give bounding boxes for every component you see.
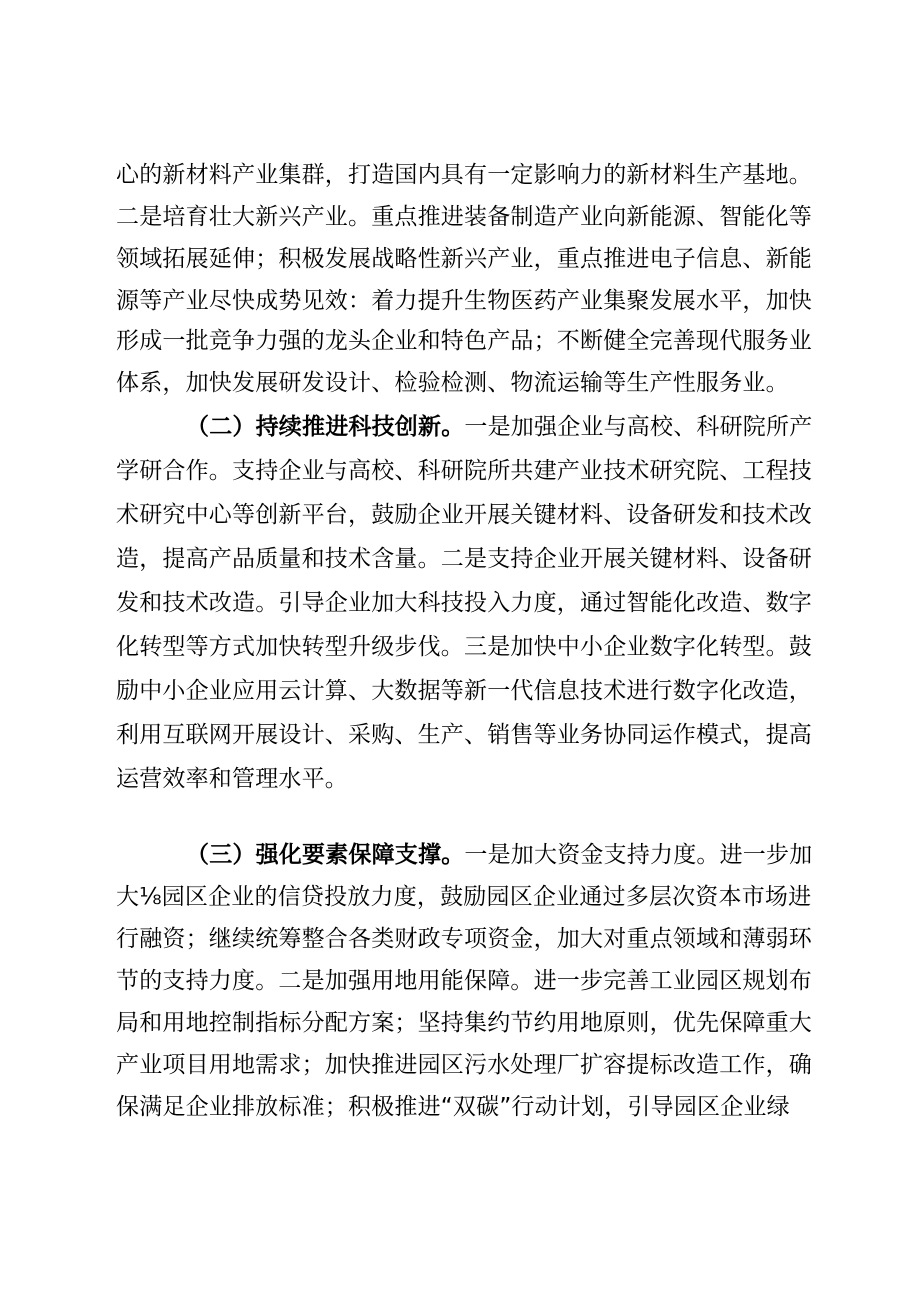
- section-heading: （三）强化要素保障支撑。: [186, 842, 465, 868]
- text-line: 运营效率和管理水平。: [116, 766, 348, 792]
- text-line: 化转型等方式加快转型升级步伐。三是加快中小企业数字化转型。鼓: [116, 634, 812, 660]
- section-heading: （二）持续推进科技创新。: [186, 414, 465, 440]
- text-line: 大⅛园区企业的信贷投放力度，鼓励园区企业通过多层次资本市场进: [116, 884, 812, 910]
- text-line: 利用互联网开展设计、采购、生产、销售等业务协同运作模式，提高: [116, 722, 812, 748]
- text-line: 体系，加快发展研发设计、检验检测、物流运输等生产性服务业。: [116, 370, 789, 396]
- paragraph-first-line: [186, 840, 812, 870]
- text-span: 一是加大资金支持力度。进一步加: [464, 842, 813, 868]
- text-line: 二是培育壮大新兴产业。重点推进装备制造产业向新能源、智能化等: [116, 204, 812, 230]
- text-line: 学研合作。支持企业与高校、科研院所共建产业技术研究院、工程技: [116, 458, 812, 484]
- text-line: 励中小企业应用云计算、大数据等新一代信息技术进行数字化改造，: [116, 678, 812, 704]
- text-line: 领域拓展延伸；积极发展战略性新兴产业，重点推进电子信息、新能: [116, 246, 812, 272]
- text-line: 节的支持力度。二是加强用地用能保障。进一步完善工业园区规划布: [116, 968, 812, 994]
- text-line: 行融资；继续统筹整合各类财政专项资金，加大对重点领域和薄弱环: [116, 926, 812, 952]
- text-line: 造，提高产品质量和技术含量。二是支持企业开展关键材料、设备研: [116, 546, 812, 572]
- text-line: 术研究中心等创新平台，鼓励企业开展关键材料、设备研发和技术改: [116, 502, 812, 528]
- text-line: 产业项目用地需求；加快推进园区污水处理厂扩容提标改造工作，确: [116, 1052, 812, 1078]
- text-line: 源等产业尽快成势见效：着力提升生物医药产业集聚发展水平，加快: [116, 288, 812, 314]
- paragraph-first-line: [186, 412, 812, 442]
- text-line: 心的新材料产业集群，打造国内具有一定影响力的新材料生产基地。: [116, 162, 812, 188]
- text-span: 一是加强企业与高校、科研院所产: [464, 414, 813, 440]
- text-line: 形成一批竞争力强的龙头企业和特色产品；不断健全完善现代服务业: [116, 328, 812, 354]
- text-line: 发和技术改造。引导企业加大科技投入力度，通过智能化改造、数字: [116, 590, 812, 616]
- text-line: 保满足企业排放标准；积极推进“双碳”行动计划，引导园区企业绿: [116, 1094, 790, 1120]
- text-line: 局和用地控制指标分配方案；坚持集约节约用地原则，优先保障重大: [116, 1010, 812, 1036]
